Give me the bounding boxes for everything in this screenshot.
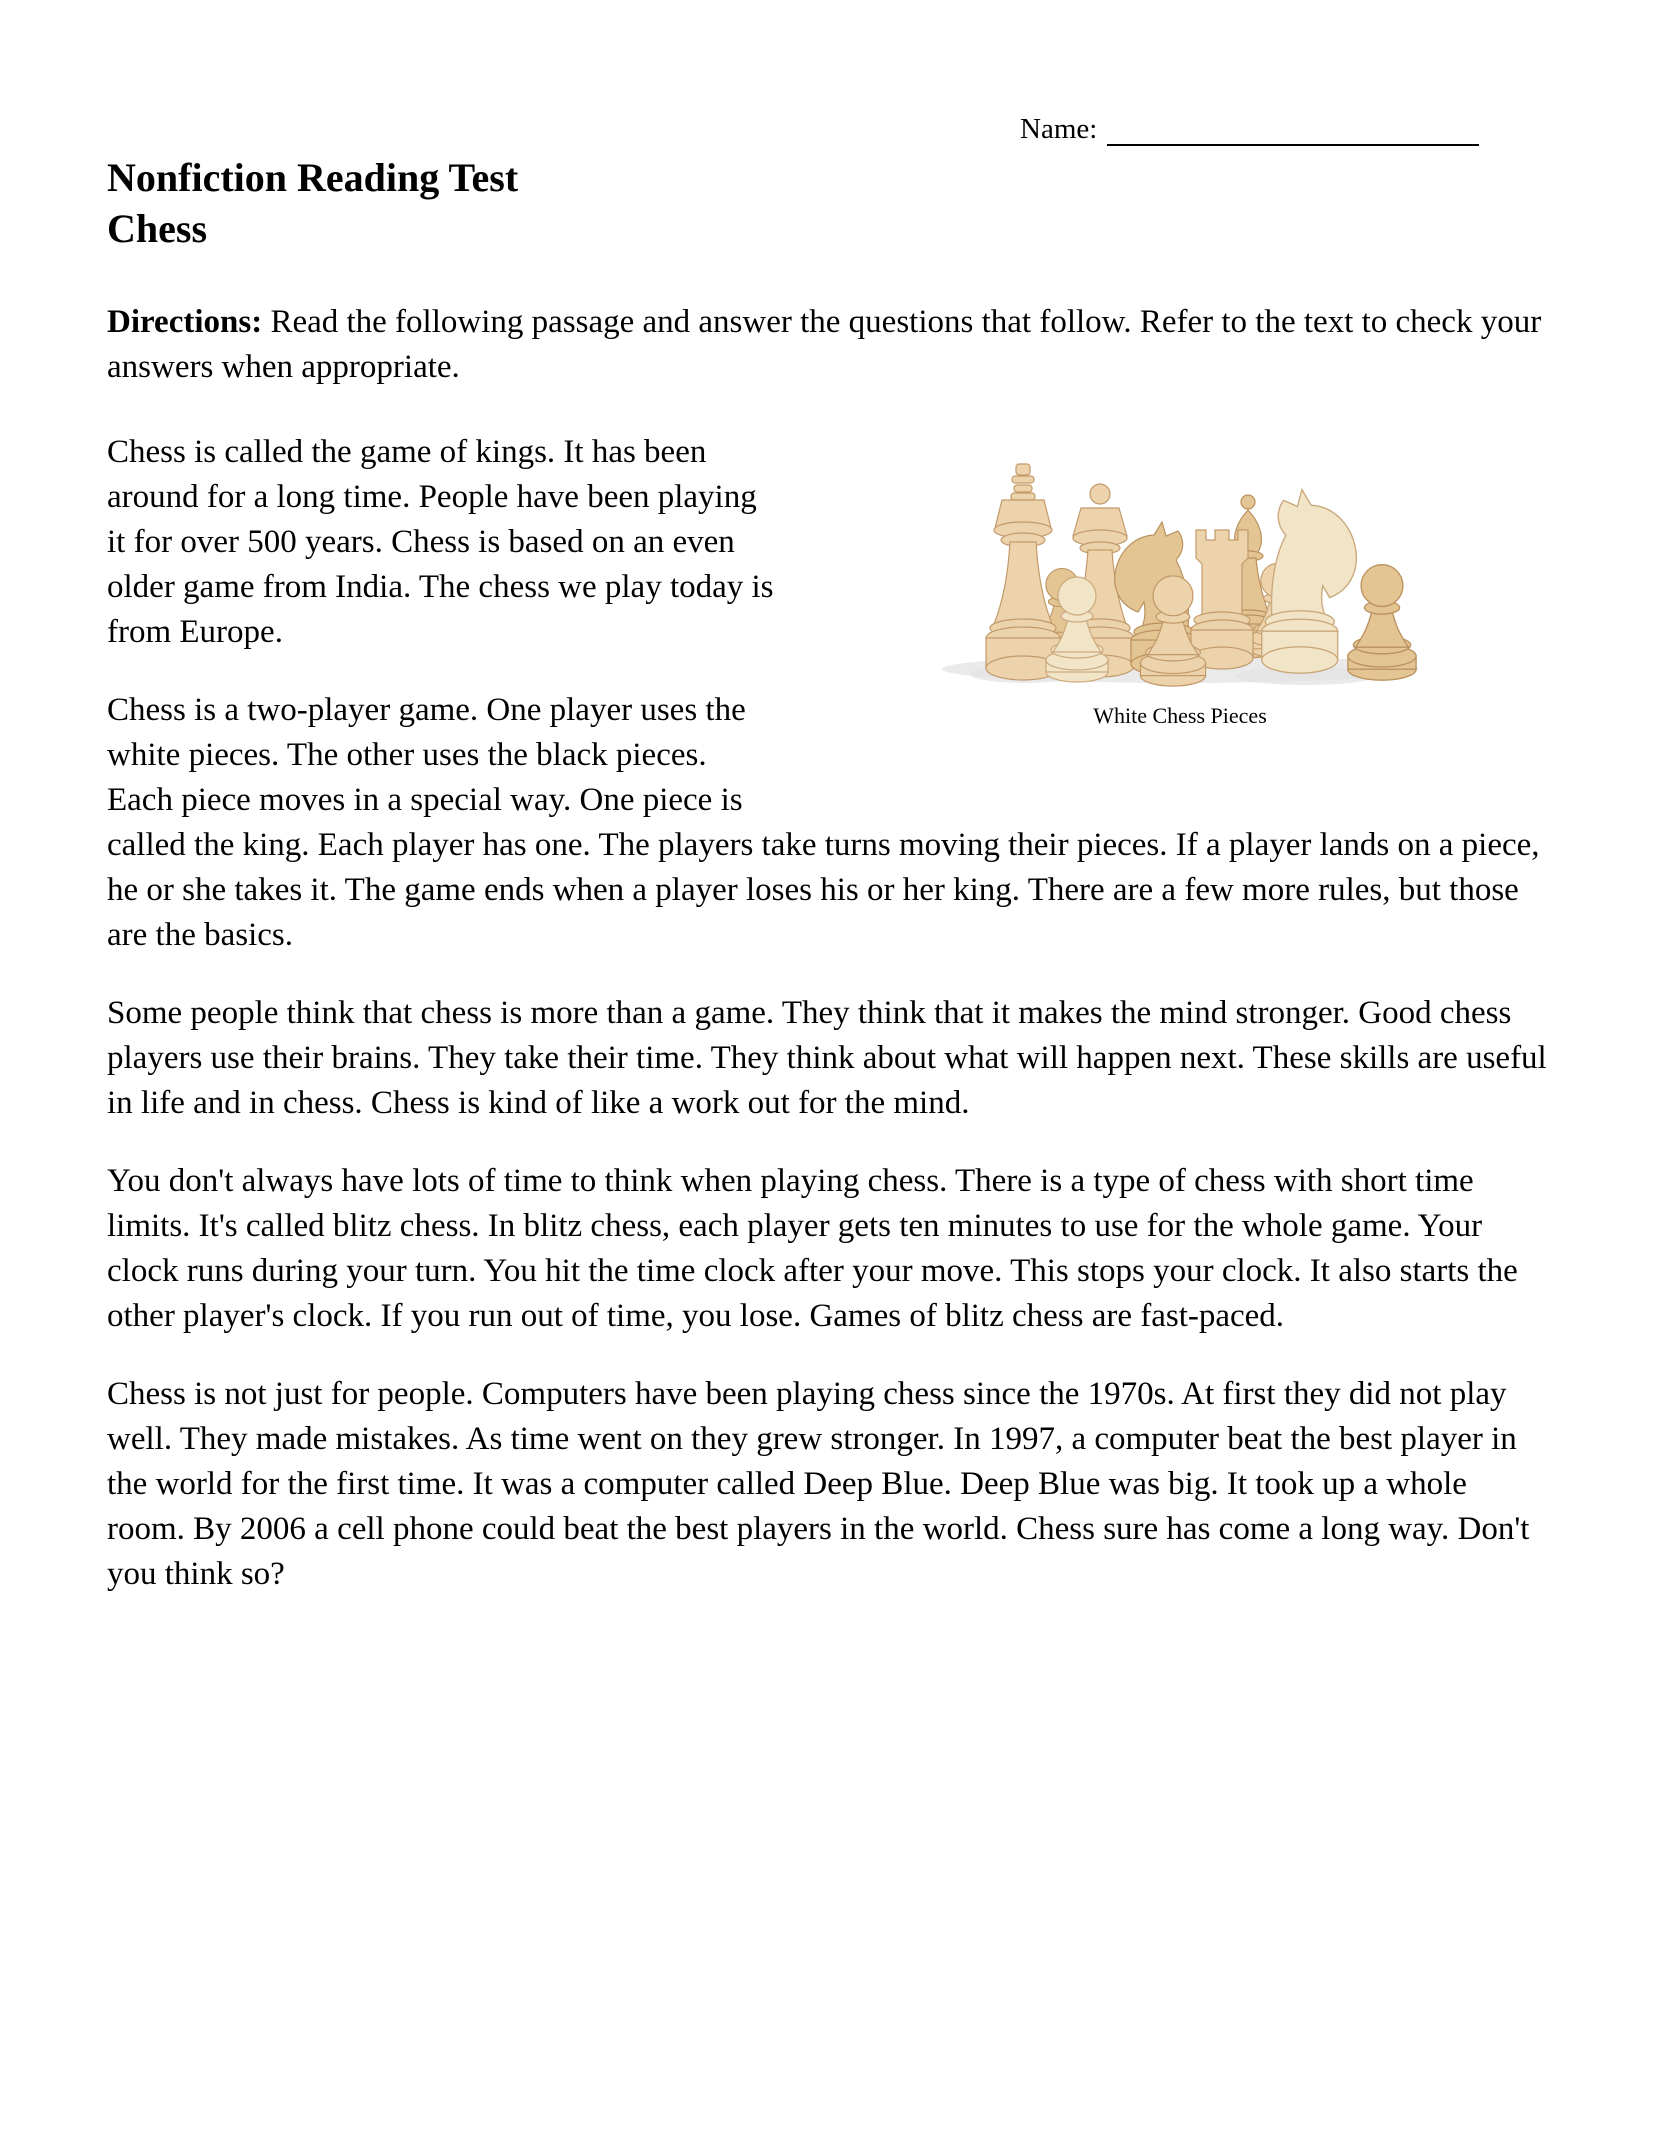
passage-paragraph-3: Some people think that chess is more than a game. They think that it makes the mind stronger. Good chess players use their brains. They take their time. They think about what will happen next. These skills are useful in life and in chess. Chess is kind of like a work out for the mind.	[107, 995, 1547, 1121]
name-label: Name:	[1020, 113, 1098, 145]
name-underline	[1107, 112, 1479, 146]
passage-paragraph-4: You don't always have lots of time to think when playing chess. There is a type of chess with short time limits. It's called blitz chess. In blitz chess, each player gets ten minutes to use for the whole game. Your clock runs during your turn. You hit the time clock after your move. This stops your clock. It also starts the other player's clock. If you run out of time, you lose. Games of blitz chess are fast-paced.	[107, 1163, 1518, 1334]
directions-label: Directions:	[107, 304, 263, 340]
knight-piece-right	[1262, 490, 1357, 674]
passage-paragraph-2: Chess is a two-player game. One player uses the white pieces. The other uses the black pieces. Each piece moves in a special way. One piece is called the king. Each player has one. The players take turns moving their pieces. If a player lands on a piece, he or she takes it. The game ends when a player loses his or her king. There are a few more rules, but those are the basics.	[107, 692, 1540, 953]
figure	[930, 438, 1430, 730]
passage-paragraph-1: Chess is called the game of kings. It has been around for a long time. People have been playing it for over 500 years. Chess is based on an even older game from India. The chess we play today is from Europe.	[107, 434, 774, 650]
directions	[107, 300, 1550, 390]
king-piece	[986, 464, 1060, 680]
passage	[107, 430, 1550, 1597]
directions-text: Read the following passage and answer the questions that follow. Refer to the text to check your answers when appropriate.	[107, 304, 1542, 385]
figure-caption: White Chess Pieces	[1093, 703, 1267, 728]
title-line-2: Chess	[107, 206, 208, 251]
page-title	[107, 152, 1550, 254]
name-field	[1020, 112, 1479, 146]
title-line-1: Nonfiction Reading Test	[107, 155, 519, 200]
white-chess-pieces-image	[930, 438, 1430, 688]
pawn-piece	[1348, 565, 1416, 681]
passage-paragraph-5: Chess is not just for people. Computers have been playing chess since the 1970s. At first they did not play well. They made mistakes. As time went on they grew stronger. In 1997, a computer beat the best player in the world for the first time. It was a computer called Deep Blue. Deep Blue was big. It took up a whole room. By 2006 a cell phone could beat the best players in the world. Chess sure has come a long way. Don't you think so?	[107, 1376, 1530, 1592]
